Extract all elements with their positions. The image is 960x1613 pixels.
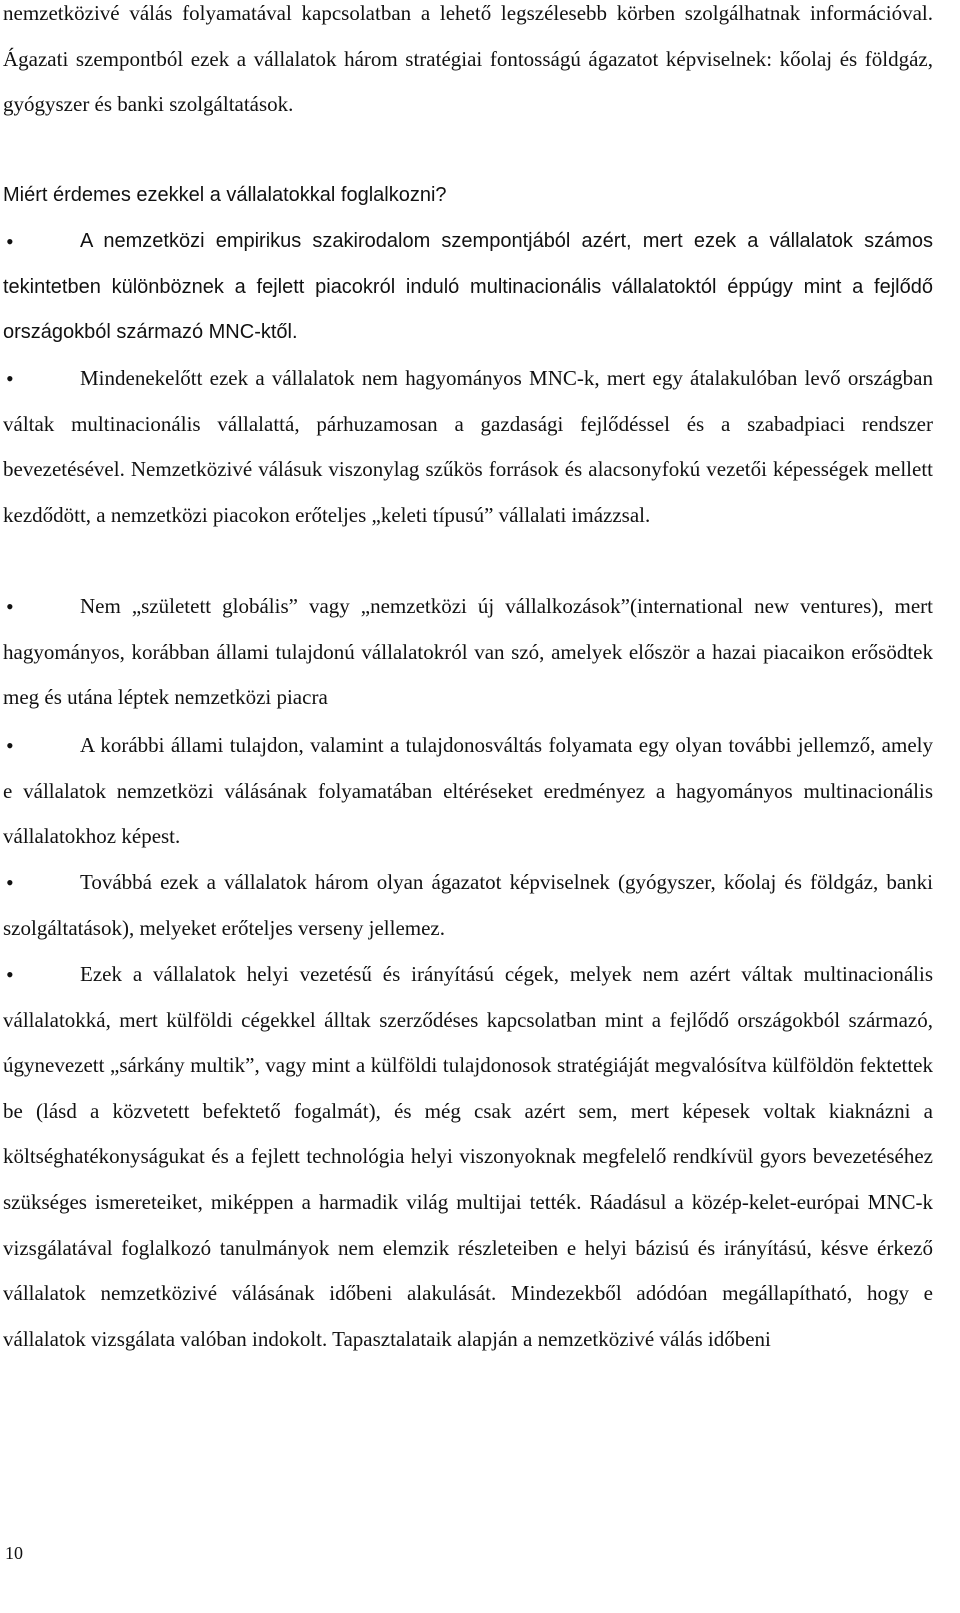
bullet-marker: • (6, 870, 14, 895)
bullet-marker: • (6, 733, 14, 758)
bullet-item: Mindenekelőtt ezek a vállalatok nem hagyományos MNC-k, mert egy átalakulóban levő országban váltak multinacionális vállalattá, párhuzamosan a gazdasági fejlődéssel és a szabadpiaci rendszer bevezetésével. Nemzetközivé válásuk viszonylag szűkös források és alacsonyfokú vezetői képességek mellett kezdődött, a nemzetközi piacokon erőteljes „keleti típusú” vállalati imázzsal. (3, 366, 933, 527)
bullet-item: A nemzetközi empirikus szakirodalom szempontjából azért, mert ezek a vállalatok számos tekintetben különböznek a fejlett piacokról induló multinacionális vállalatoktól éppúgy mint a fejlődő országokból származó MNC-ktől. (3, 230, 933, 344)
bullet-marker: • (6, 366, 14, 391)
bullet-marker: • (6, 962, 14, 987)
bullet-marker: • (6, 229, 14, 254)
bullet-item: Nem „született globális” vagy „nemzetközi új vállalkozások”(international new ventures), mert hagyományos, korábban állami tulajdonú vállalatokról van szó, amelyek először a hazai piacaikon erősödtek meg és utána léptek nemzetközi piacra (3, 594, 933, 710)
bullet-marker: • (6, 594, 14, 619)
bullet-item: Ezek a vállalatok helyi vezetésű és irányítású cégek, melyek nem azért váltak multinacionális vállalatokká, mert külföldi cégekkel álltak szerződéses kapcsolatban mint a fejlődő országokból származó, úgynevezett „sárkány multik”, vagy mint a külföldi tulajdonosok stratégiáját megvalósítva külföldön fektettek be (lásd a közvetett befektető fogalmát), és még csak azért sem, mert képesek voltak kiaknázni a költséghatékonyságukat és a fejlett technológia helyi viszonyoknak megfelelő rendkívül gyors bevezetéséhez szükséges ismereteiket, miképpen a harmadik világ multijai tették. Ráadásul a közép-kelet-európai MNC-k vizsgálatával foglalkozó tanulmányok nem elemzik részleteiben e helyi bázisú és irányítású, késve érkező vállalatok nemzetközivé válásának időbeni alakulását. Mindezekből adódóan megállapítható, hogy e vállalatok vizsgálata valóban indokolt. Tapasztalataik alapján a nemzetközivé válás időbeni (3, 962, 933, 1351)
intro-paragraph: nemzetközivé válás folyamatával kapcsolatban a lehető legszélesebb körben szolgálhatnak információval. Ágazati szempontból ezek a vállalatok három stratégiai fontosságú ágazatot képviselnek: kőolaj és földgáz, gyógyszer és banki szolgáltatások. (3, 1, 933, 117)
bullet-item: A korábbi állami tulajdon, valamint a tulajdonosváltás folyamata egy olyan további jellemző, amely e vállalatok nemzetközi válásának folyamatában eltéréseket eredményez a hagyományos multinacionális vállalatokhoz képest. (3, 733, 933, 849)
section-question: Miért érdemes ezekkel a vállalatokkal foglalkozni? (3, 184, 447, 206)
bullet-item: Továbbá ezek a vállalatok három olyan ágazatot képviselnek (gyógyszer, kőolaj és földgáz, banki szolgáltatások), melyeket erőteljes verseny jellemez. (3, 870, 933, 940)
page-number: 10 (5, 1543, 23, 1563)
